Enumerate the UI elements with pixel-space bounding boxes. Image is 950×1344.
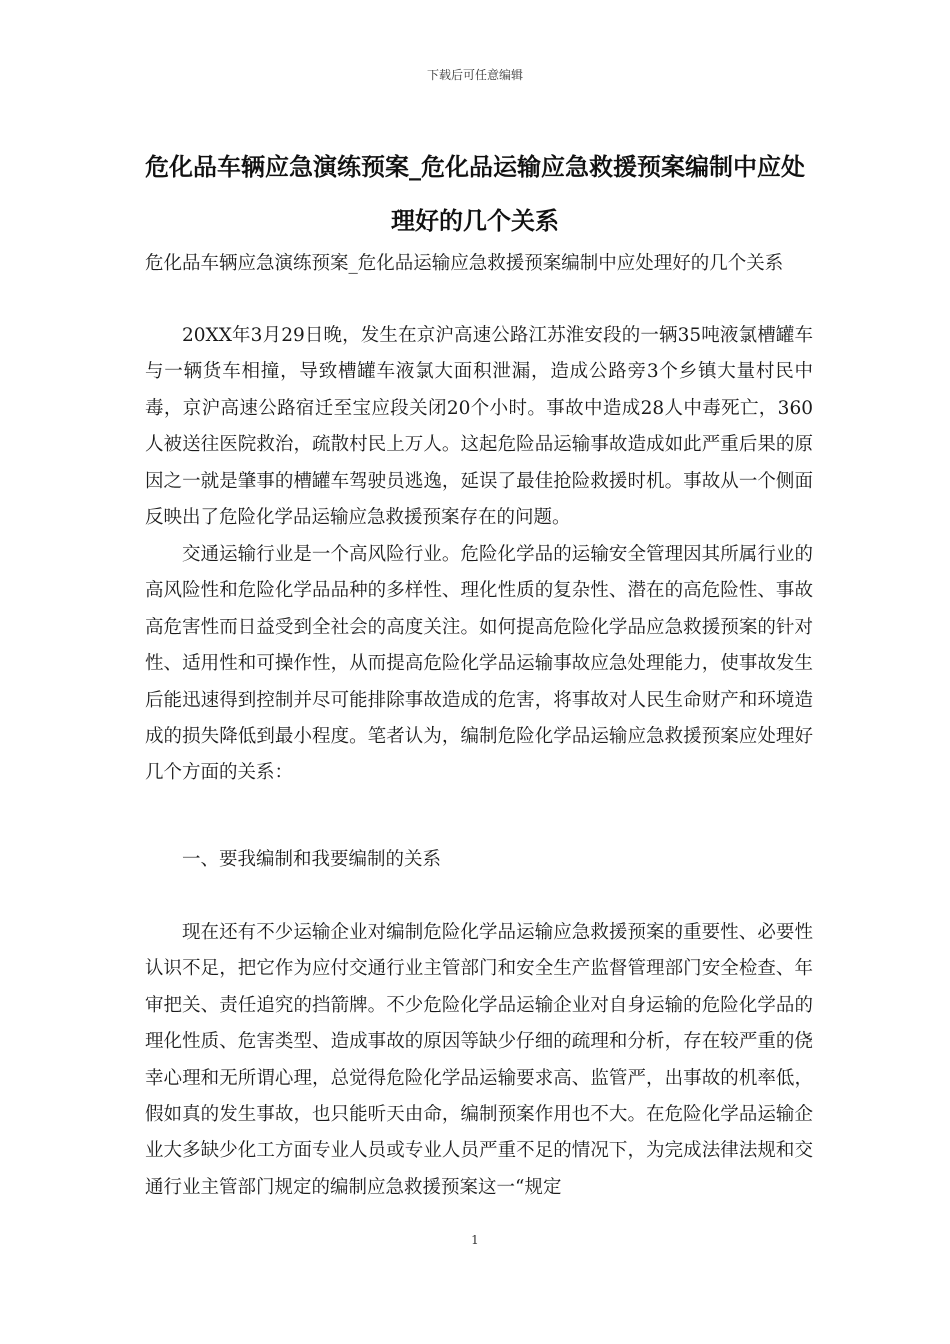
body-paragraph-1: 20XX年3月29日晚，发生在京沪高速公路江苏淮安段的一辆35吨液氯槽罐车与一辆货车相撞，导致槽罐车液氯大面积泄漏，造成公路旁3个乡镇大量村民中毒，京沪高速公路宿迁至宝应段关闭20个小时。事故中造成28人中毒死亡，360人被送往医院救治，疏散村民上万人。这起危险品运输事故造成如此严重后果的原因之一就是肇事的槽罐车驾驶员逃逸，延误了最佳抢险救援时机。事故从一个侧面反映出了危险化学品运输应急救援预案存在的问题。 — [145, 325, 813, 529]
document-title: 危化品车辆应急演练预案_危化品运输应急救援预案编制中应处理好的几个关系 — [145, 153, 805, 235]
body-paragraph-3: 现在还有不少运输企业对编制危险化学品运输应急救援预案的重要性、必要性认识不足，把它作为应付交通行业主管部门和安全生产监督管理部门安全检查、年审把关、责任追究的挡箭牌。不少危险化学品运输企业对自身运输的危险化学品的理化性质、危害类型、造成事故的原因等缺少仔细的疏理和分析，存在较严重的侥幸心理和无所谓心理，总觉得危险化学品运输要求高、监管严，出事故的机率低，假如真的发生事故，也只能听天由命，编制预案作用也不大。在危险化学品运输企业大多缺少化工方面专业人员或专业人员严重不足的情况下，为完成法律法规和交通行业主管部门规定的编制应急救援预案这一“规定 — [145, 922, 813, 1198]
section-heading-1: 一、要我编制和我要编制的关系 — [182, 849, 442, 870]
page-number: 1 — [471, 1233, 479, 1247]
page-header-note: 下载后可任意编辑 — [426, 68, 523, 82]
body-paragraph-2: 交通运输行业是一个高风险行业。危险化学品的运输安全管理因其所属行业的高风险性和危险化学品品种的多样性、理化性质的复杂性、潜在的高危险性、事故高危害性而日益受到全社会的高度关注。如何提高危险化学品应急救援预案的针对性、适用性和可操作性，从而提高危险化学品运输事故应急处理能力，使事故发生后能迅速得到控制并尽可能排除事故造成的危害，将事故对人民生命财产和环境造成的损失降低到最小程度。笔者认为，编制危险化学品运输应急救援预案应处理好几个方面的关系： — [145, 544, 813, 784]
document-subtitle: 危化品车辆应急演练预案_危化品运输应急救援预案编制中应处理好的几个关系 — [145, 253, 784, 274]
